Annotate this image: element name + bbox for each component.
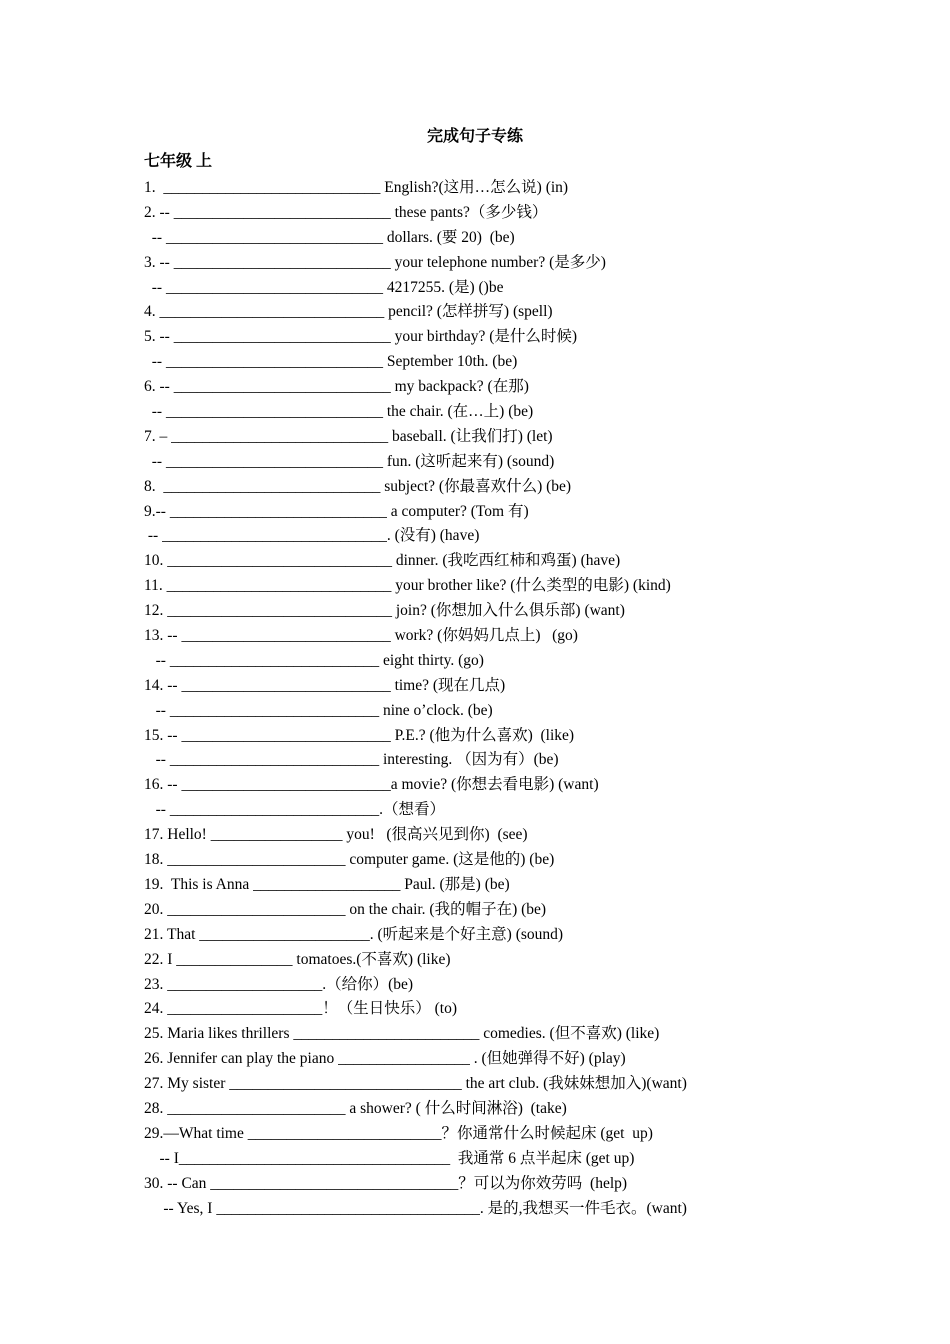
exercise-line: 28. _______________________ a shower? ( 什么时间淋浴) (take) — [144, 1099, 567, 1117]
exercise-line: 1. ____________________________ English?(这用…怎么说) (in) — [144, 179, 569, 196]
exercise-line: -- ___________________________.（想看） — [144, 801, 445, 819]
exercise-line: 5. -- ____________________________ your birthday? (是什么时候) — [144, 328, 578, 346]
exercise-line: 3. -- ____________________________ your telephone number? (是多少) — [144, 253, 606, 271]
exercise-line: 24. ____________________！（生日快乐） (to) — [144, 1000, 458, 1018]
exercise-line: 23. ____________________.（给你）(be) — [144, 975, 414, 993]
exercise-list — [144, 176, 924, 1221]
exercise-line: -- ____________________________ fun. (这听起来有) (sound) — [144, 452, 555, 470]
exercise-line: 16. -- ___________________________a movie? (你想去看电影) (want) — [144, 776, 599, 794]
exercise-line: -- ___________________________ nine o’clock. (be) — [144, 701, 493, 719]
exercise-line: 18. _______________________ computer game. (这是他的) (be) — [144, 851, 555, 869]
exercise-line: 29.—What time _________________________？你通常什么时候起床 (get up) — [144, 1124, 653, 1142]
exercise-line: 25. Maria likes thrillers ________________________ comedies. (但不喜欢) (like) — [144, 1025, 660, 1043]
exercise-line: 22. I _______________ tomatoes.(不喜欢) (like) — [144, 950, 451, 968]
exercise-line: -- ____________________________ the chair. (在…上) (be) — [144, 403, 534, 421]
exercise-line: 6. -- ____________________________ my backpack? (在那) — [144, 378, 529, 396]
exercise-line: -- ____________________________ September 10th. (be) — [144, 353, 518, 371]
exercise-line: 7. – ____________________________ baseball. (让我们打) (let) — [144, 427, 553, 445]
page-title: 完成句子专练 — [426, 128, 523, 145]
exercise-line: -- _____________________________. (没有) (have) — [144, 527, 480, 545]
exercise-line: 21. That ______________________. (听起来是个好主意) (sound) — [144, 925, 564, 943]
exercise-line: 15. -- ___________________________ P.E.? (他为什么喜欢) (like) — [144, 726, 575, 744]
exercise-line: 12. _____________________________ join? (你想加入什么俱乐部) (want) — [144, 602, 625, 620]
exercise-line: 10. _____________________________ dinner. (我吃西红柿和鸡蛋) (have) — [144, 552, 621, 570]
grade-heading: 七年级 上 — [144, 153, 213, 170]
exercise-line: -- ___________________________ eight thirty. (go) — [144, 651, 484, 669]
exercise-line: 9.-- ____________________________ a computer? (Tom 有) — [144, 502, 529, 520]
exercise-line: -- I___________________________________ 我通常 6 点半起床 (get up) — [144, 1149, 635, 1167]
exercise-line: 27. My sister ______________________________ the art club. (我妹妹想加入)(want) — [144, 1075, 687, 1093]
exercise-line: 20. _______________________ on the chair. (我的帽子在) (be) — [144, 900, 547, 918]
exercise-line: -- ____________________________ dollars. (要 20) (be) — [144, 228, 515, 246]
exercise-line: 30. -- Can ________________________________？可以为你效劳吗 (help) — [144, 1174, 628, 1192]
exercise-line: -- ___________________________ interesting. （因为有）(be) — [144, 751, 559, 769]
exercise-line: 11. _____________________________ your brother like? (什么类型的电影) (kind) — [144, 577, 671, 595]
exercise-line: -- ____________________________ 4217255. (是) ()be — [144, 278, 504, 296]
exercise-line: 19. This is Anna ___________________ Paul. (那是) (be) — [144, 875, 510, 893]
exercise-line: 26. Jennifer can play the piano _________________ . (但她弹得不好) (play) — [144, 1050, 626, 1068]
exercise-line: 4. _____________________________ pencil? (怎样拼写) (spell) — [144, 303, 553, 321]
exercise-line: 14. -- ___________________________ time? (现在几点) — [144, 676, 506, 694]
exercise-line: 8. ____________________________ subject? (你最喜欢什么) (be) — [144, 477, 572, 495]
exercise-line: 13. -- ___________________________ work? (你妈妈几点上) (go) — [144, 627, 578, 645]
exercise-line: 2. -- ____________________________ these pants?（多少钱） — [144, 203, 548, 221]
exercise-line: -- Yes, I __________________________________. 是的,我想买一件毛衣。(want) — [144, 1199, 687, 1217]
exercise-line: 17. Hello! _________________ you! (很高兴见到你) (see) — [144, 826, 528, 844]
